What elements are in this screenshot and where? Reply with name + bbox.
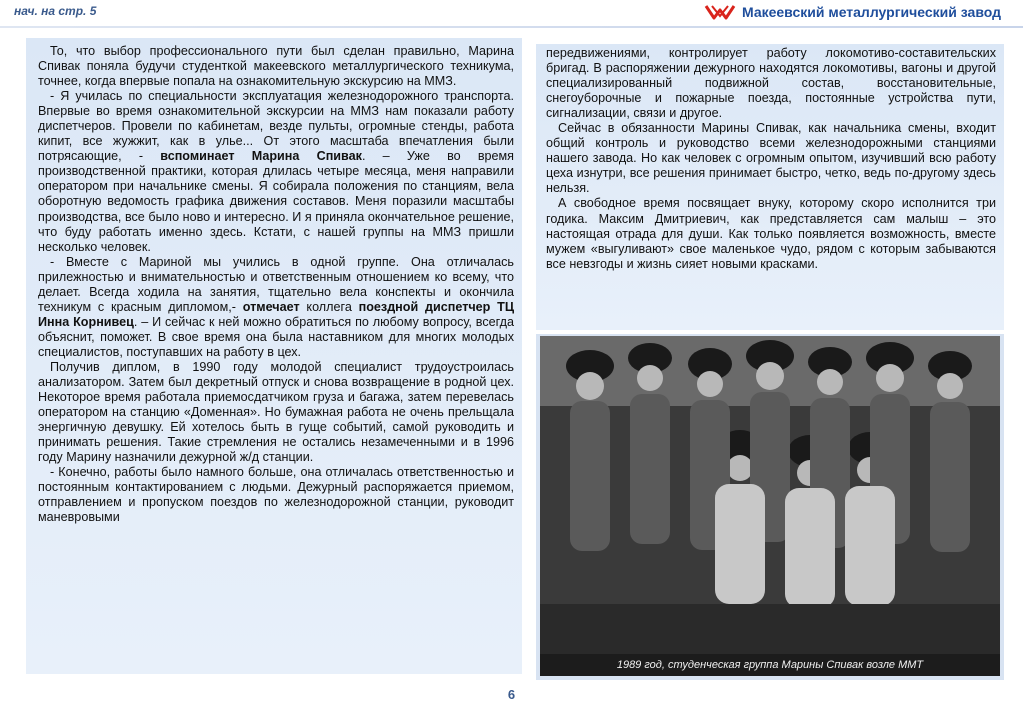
paragraph: - Вместе с Мариной мы учились в одной группе. Она отличалась прилежностью и внимательностью и ответственным отношением ко всему, что делает. Всегда ходила на занятия, тщательно вела конспекты и окончила техникум с красным дипломом,- отмечает коллега поездной диспетчер ТЦ Инна Корнивец. – И сейчас к ней можно обратиться по любому вопросу, всегда объяснит, поможет. В свое время она была наставником для многих молодых специалистов, поступавших на работу в цех. xyxy=(38,254,515,359)
group-photo-illustration xyxy=(540,336,1000,654)
bold-attribution: поездной диспетчер ТЦ Инна Корнивец xyxy=(38,299,515,329)
header-divider xyxy=(0,26,1023,28)
paragraph: - Конечно, работы было намного больше, она отличалась ответственностью и постоянным контактированием с людьми. Дежурный распоряжается приемом, отправлением и пропуском поездов по железнодорожной станции, руководит маневровыми xyxy=(38,465,514,525)
photo-frame xyxy=(536,334,1004,680)
bold-attribution: отмечает xyxy=(242,299,300,314)
page-number: 6 xyxy=(507,687,516,702)
mmz-logo-icon xyxy=(704,2,736,22)
paragraph: - Я училась по специальности эксплуатация железнодорожного транспорта. Впервые во время ознакомительной экскурсии на ММЗ нам показали работу диспетчеров. Провели по кабинетам, везде пульты, огромные стенды, работа кипит, все жужжит, как в улье... От этого масштаба впечатления были потрясающие, - вспоминает Марина Спивак. – Уже во время производственной практики, которая длилась четыре месяца, меня направили оператором при начальнике смены. Я собирала положения по станциям, вела оборотную ведомость графика движения составов. Меня поразили масштабы производства, все было ново и интересно. И я приняла окончательное решение, что буду работать именно здесь. Кстати, с нашей группы на ММЗ пришли несколько человек. xyxy=(38,89,514,254)
company-logo xyxy=(704,2,1001,22)
paragraph: передвижениями, контролирует работу локомотиво-составительских бригад. В распоряжении дежурного находятся локомотивы, вагоны и другой специализированный подвижной состав, восстановительные, снегоуборочные и пожарные поезда, постоянные устройства пути, сигнализации, связи и другое. xyxy=(546,46,996,121)
group-photo xyxy=(540,336,1000,654)
bold-attribution: вспоминает Марина Спивак xyxy=(160,149,362,164)
left-text-column xyxy=(26,38,522,674)
continued-from-label: нач. на стр. 5 xyxy=(14,4,97,18)
photo-caption: 1989 год, студенческая группа Марины Спивак возле ММТ xyxy=(540,654,1000,676)
paragraph: Сейчас в обязанности Марины Спивак, как начальника смены, входит общий контроль и руководство всеми железнодорожными станциями нашего завода. Но как человек с огромным опытом, изучивший всю работу цеха изнутри, все решения принимает быстро, четко, ведь по-другому здесь нельзя. xyxy=(546,121,996,196)
right-text-column xyxy=(536,44,1004,330)
company-name: Макеевский металлургический завод xyxy=(741,4,1001,20)
paragraph: А свободное время посвящает внуку, которому скоро исполнится три годика. Максим Дмитриевич, как представляется сам малыш – это настоящая отрада для души. Как только появляется возможность, вместе мужем «выгуливают» свое маленькое чудо, рядом с которым забываются все невзгоды и жизнь сияет новыми красками. xyxy=(546,196,996,271)
paragraph: То, что выбор профессионального пути был сделан правильно, Марина Спивак поняла будучи студенткой макеевского металлургического техникума, точнее, когда впервые попала на ознакомительную экскурсию на ММЗ. xyxy=(38,44,514,89)
paragraph: Получив диплом, в 1990 году молодой специалист трудоустроилась анализатором. Затем был декретный отпуск и снова возвращение в родной цех. Некоторое время работала приемосдатчиком груза и багажа, затем перевелась оператором на станцию «Доменная». Но бумажная работа не очень прельщала энергичную девушку. Ей хотелось быть в гуще событий, самой руководить и принимать решения. Такие стремления не остались незамеченными и в 1996 году Марину назначили дежурной ж/д станции. xyxy=(38,359,514,465)
